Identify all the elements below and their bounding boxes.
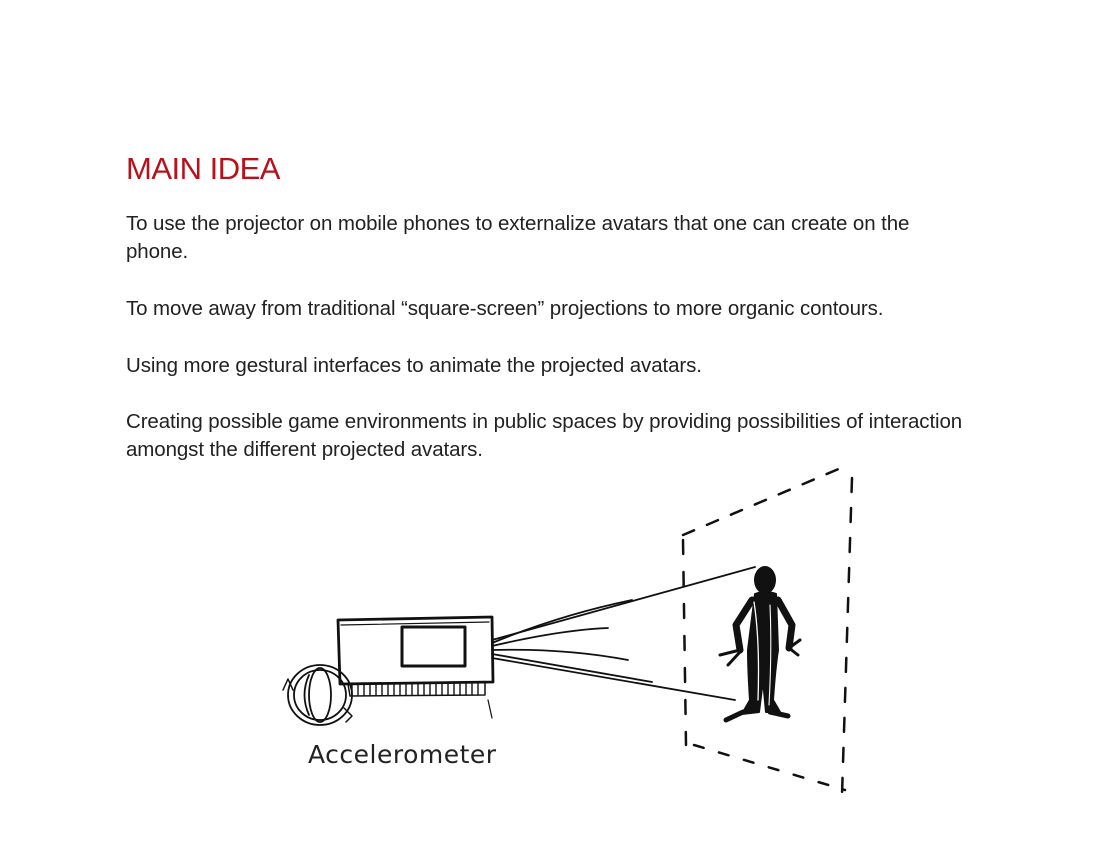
- avatar-figure-icon: [720, 566, 800, 720]
- page-title: MAIN IDEA: [126, 151, 280, 186]
- paragraph-externalize-avatars: To use the projector on mobile phones to externalize avatars that one can create on the phone.: [126, 212, 910, 263]
- paragraph-gestural-interfaces: Using more gestural interfaces to animate the projected avatars.: [126, 354, 702, 377]
- projector-sketch: [270, 455, 870, 805]
- projection-beam-icon: [492, 567, 755, 700]
- accelerometer-label: Accelerometer: [308, 740, 497, 769]
- accelerometer-icon: [283, 665, 352, 725]
- projector-icon: [338, 617, 493, 718]
- paragraph-organic-contours: To move away from traditional “square-screen” projections to more organic contours.: [126, 297, 884, 320]
- paragraph-game-environments: Creating possible game environments in public spaces by providing possibilities of interaction amongst the different projected avatars.: [126, 410, 963, 461]
